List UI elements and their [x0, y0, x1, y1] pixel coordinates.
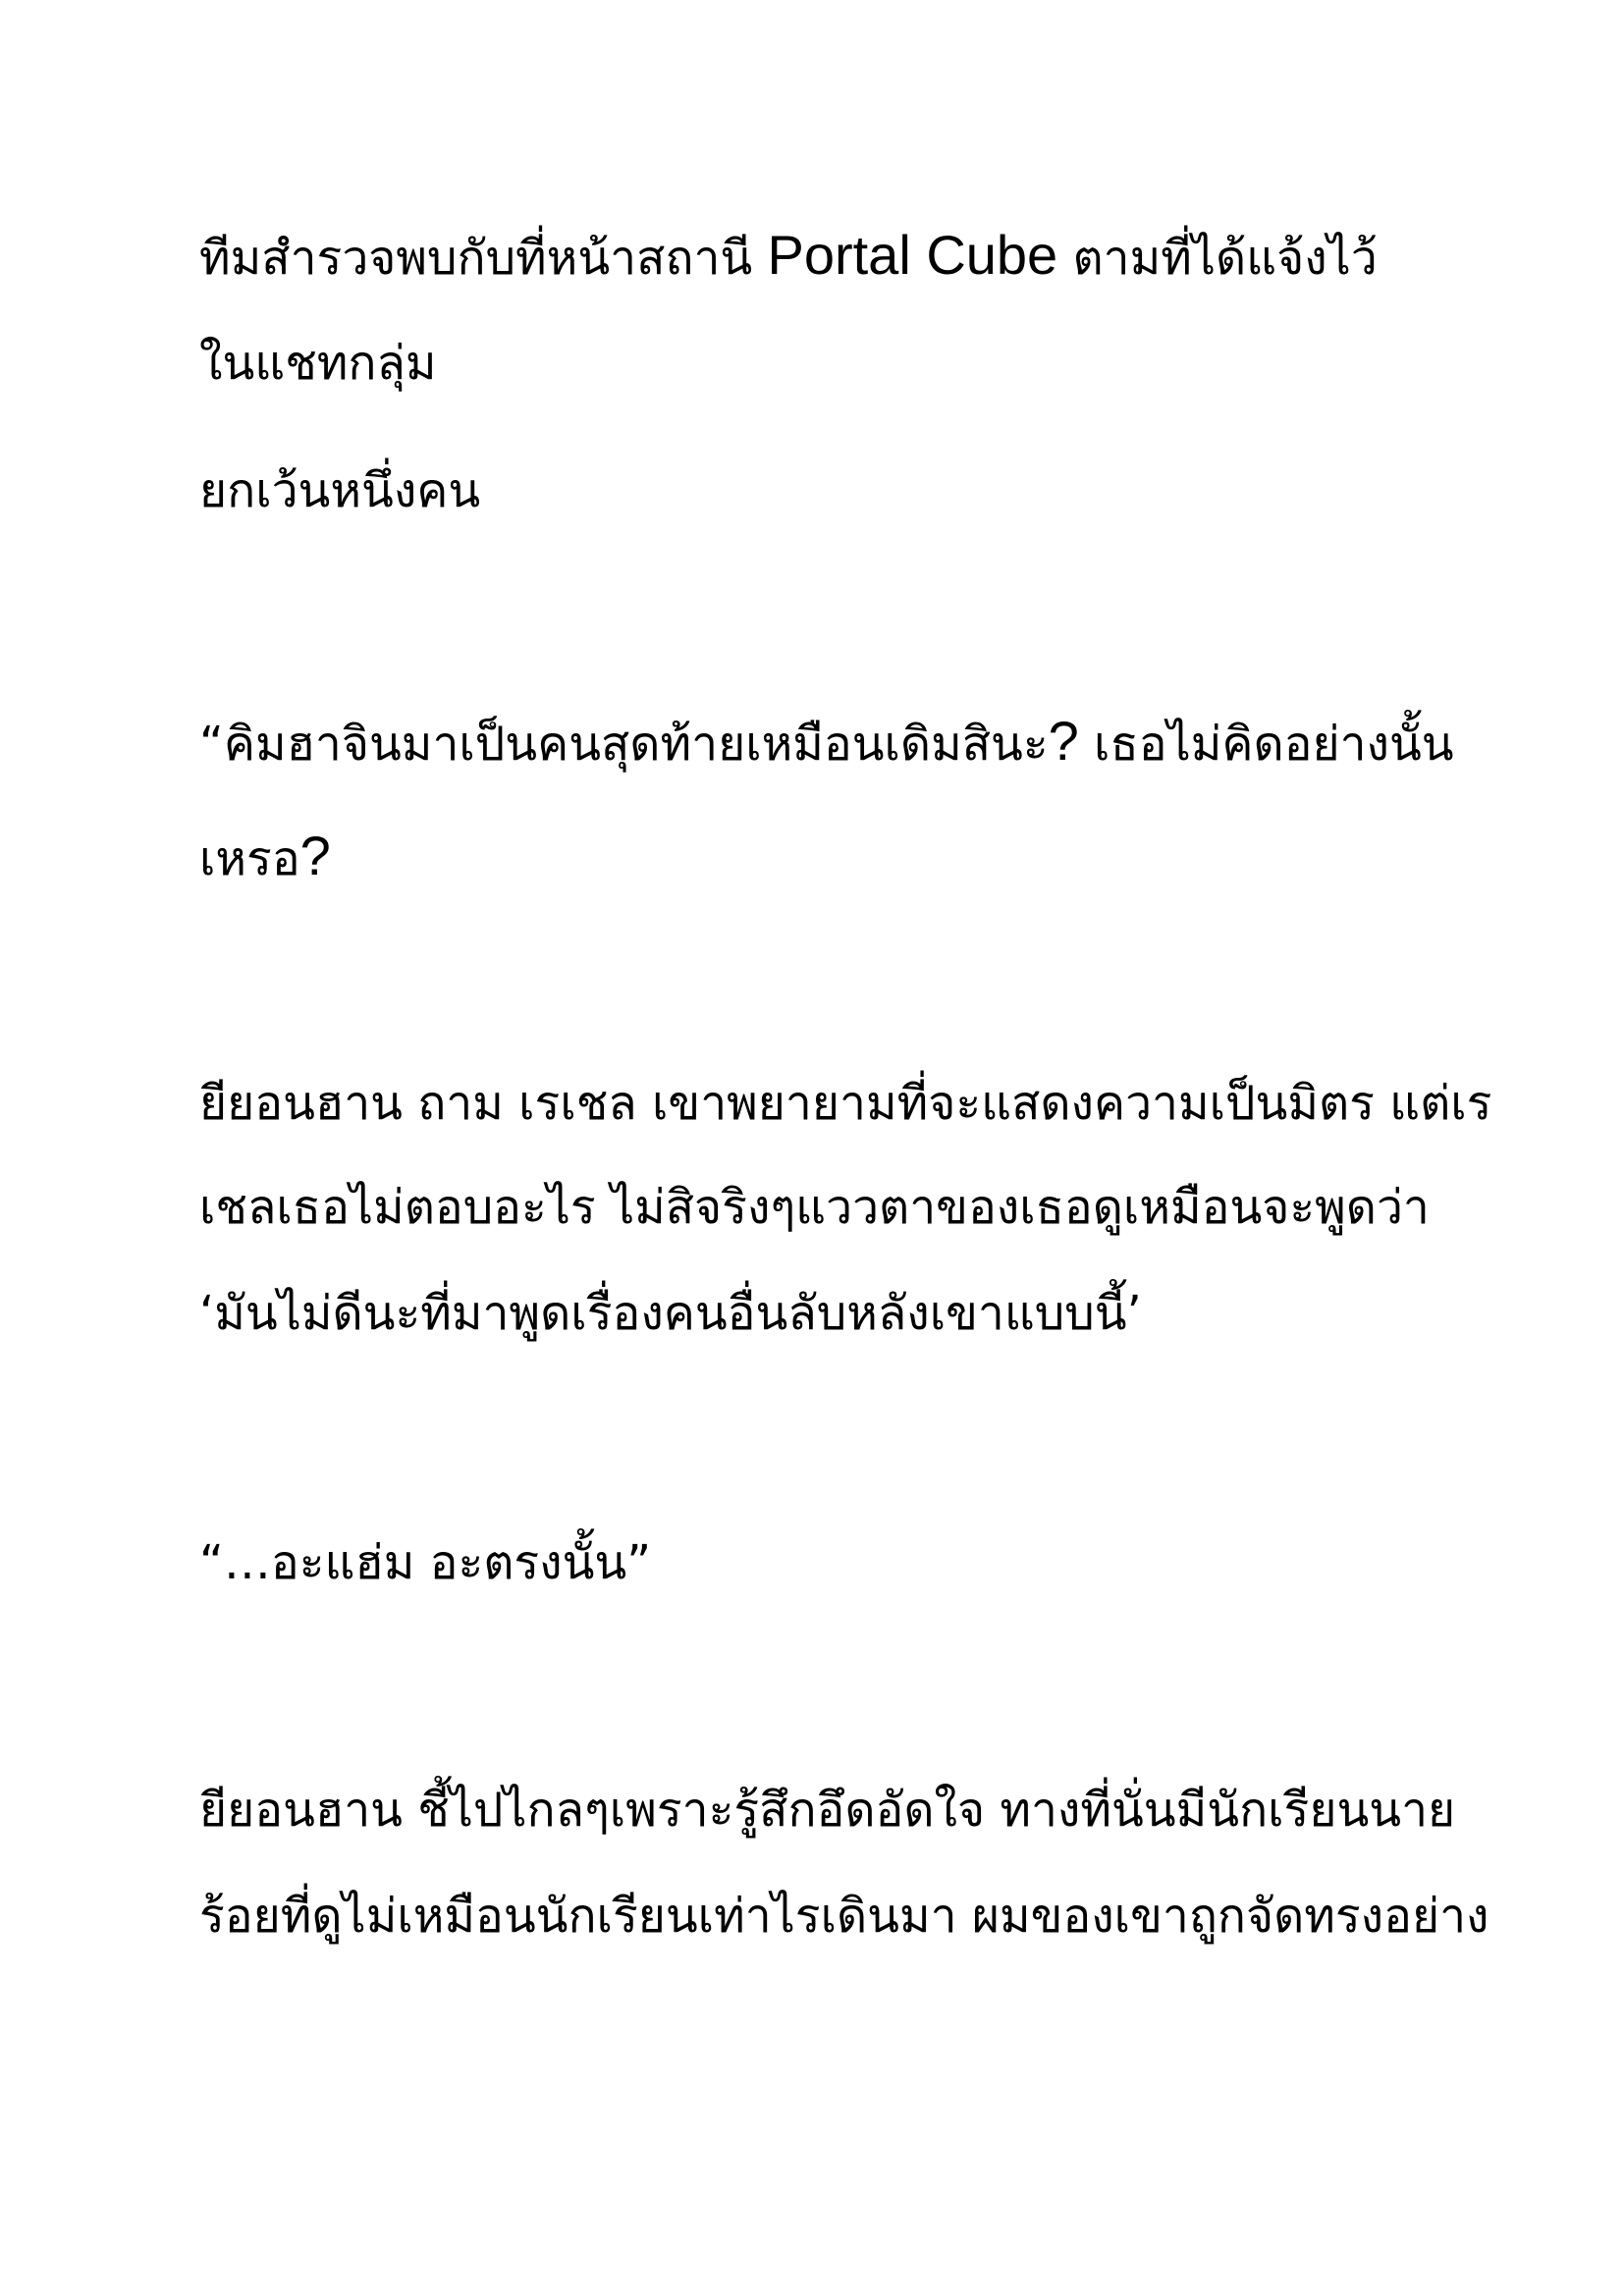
text-line: ยียอนฮาน ถาม เรเชล เขาพยายามที่จะแสดงความเป็นมิตร แต่เร [199, 1076, 1492, 1131]
latin-text: Portal Cube [767, 224, 1058, 286]
text-line: ยียอนฮาน ชี้ไปไกลๆเพราะรู้สึกอึดอัดใจ ทางที่นั่นมีนักเรียนนาย [199, 1783, 1456, 1838]
latin-text: ? [299, 825, 331, 886]
latin-text: ? [1048, 710, 1079, 772]
text-line: เหรอ? [199, 825, 331, 886]
text-line: ในแชทกลุ่ม [199, 336, 437, 391]
text-line: “คิมฮาจินมาเป็นคนสุดท้ายเหมือนเดิมสินะ? เธอไม่คิดอย่างนั้น [199, 710, 1454, 772]
text-line: ร้อยที่ดูไม่เหมือนนักเรียนเท่าไรเดินมา ผมของเขาถูกจัดทรงอย่าง [199, 1889, 1489, 1944]
text-line: ‘มันไม่ดีนะที่มาพูดเรื่องคนอื่นลับหลังเขาแบบนี้’ [199, 1286, 1142, 1341]
text-line: “…อะแฮ่ม อะตรงนั้น” [199, 1535, 652, 1590]
text-line: ทีมสำรวจพบกับที่หน้าสถานี Portal Cube ตามที่ได้แจ้งไว้ [199, 224, 1378, 286]
text-line: ยกเว้นหนึ่งคน [199, 463, 481, 518]
text-line: เชลเธอไม่ตอบอะไร ไม่สิจริงๆแววตาของเธอดูเหมือนจะพูดว่า [199, 1180, 1430, 1235]
